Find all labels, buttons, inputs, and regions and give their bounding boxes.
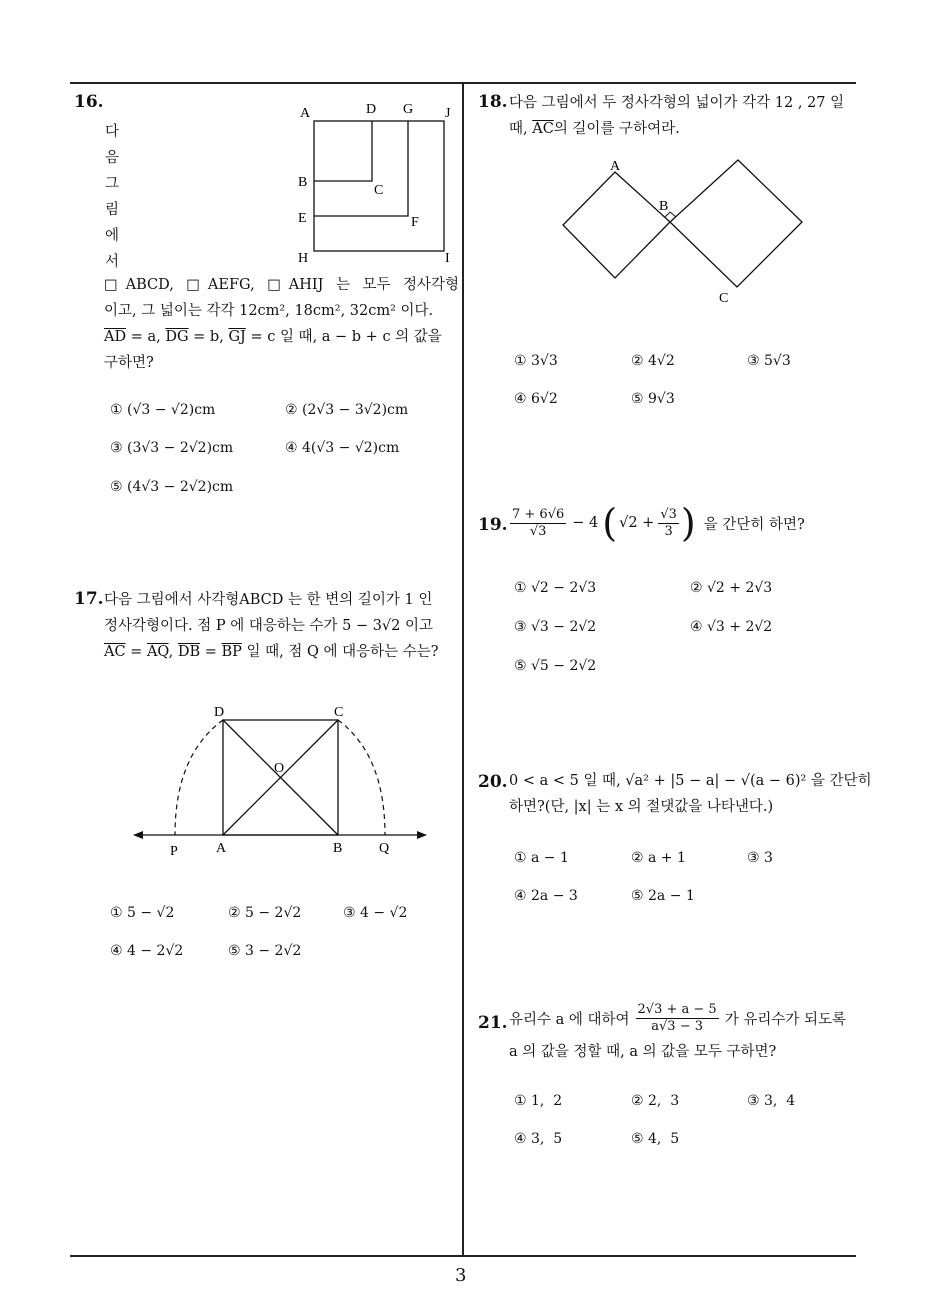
q16-label-g: G xyxy=(403,102,414,117)
q17-line1: 다음 그림에서 사각형ABCD 는 한 변의 길이가 1 인 xyxy=(104,592,433,608)
q18-label-b: B xyxy=(659,199,669,214)
q18-text: 의 길이를 구하여라. xyxy=(553,121,680,137)
q16-line3 xyxy=(104,324,459,350)
q18-line2 xyxy=(509,116,859,142)
q16-label-e: E xyxy=(298,211,307,226)
q16-label-a: A xyxy=(300,106,311,121)
q20-line2: 하면?(단, |x| 는 x 의 절댓값을 나타낸다.) xyxy=(509,799,774,815)
q16-line4: 구하면? xyxy=(104,355,154,371)
q16-label-c: C xyxy=(374,183,384,198)
q16-label-i: I xyxy=(445,251,450,266)
q17-label-d: D xyxy=(214,705,225,720)
q16-label-j: J xyxy=(445,106,451,121)
q16-label-d: D xyxy=(366,102,377,117)
q19-choice-2[interactable]: ② √2 + 2√3 xyxy=(690,580,773,596)
q16-vchar: 에 xyxy=(105,228,120,244)
q21-choice-5[interactable]: ⑤ 4, 5 xyxy=(631,1131,680,1147)
q17-choice-1[interactable]: ① 5 − √2 xyxy=(110,905,175,921)
q16-line2: 이고, 그 넓이는 각각 12cm², 18cm², 32cm² 이다. xyxy=(104,303,434,319)
q17-text: = xyxy=(200,644,222,660)
q16-text: = a, xyxy=(126,329,166,345)
q18-squares-diagram xyxy=(555,150,815,310)
q18-label-c: C xyxy=(719,291,729,306)
q16-choice-3[interactable]: ③ (3√3 − 2√2)cm xyxy=(110,440,234,456)
q16-square-diagram xyxy=(290,95,460,270)
q17-label-c: C xyxy=(334,705,344,720)
q16-label-b: B xyxy=(298,175,308,190)
q18-label-a: A xyxy=(610,159,621,174)
q16-vchar: 다 xyxy=(105,124,120,140)
q17-label-a: A xyxy=(216,841,227,856)
q17-seg-db: $\overline{DB}$ xyxy=(177,644,201,660)
q16-seg-ad: $\overline{AD}$ xyxy=(104,329,127,345)
q21-post: 가 유리수가 되도록 xyxy=(724,1012,846,1028)
q17-seg-aq: $\overline{AQ}$ xyxy=(146,644,169,660)
column-divider xyxy=(462,82,464,1256)
q16-line1: □ABCD, □AEFG, □AHIJ 는 모두 정사각형 xyxy=(104,277,459,293)
q21-line2: a 의 값을 정할 때, a 의 값을 모두 구하면? xyxy=(509,1044,777,1060)
q16-text: = c 일 때, a − b + c 의 값을 xyxy=(245,329,442,345)
q17-choice-5[interactable]: ⑤ 3 − 2√2 xyxy=(228,943,302,959)
q16-vchar: 림 xyxy=(105,202,120,218)
q21-number: 21. xyxy=(478,1013,508,1033)
q16-label-h: H xyxy=(298,251,309,266)
q19-paren-left: ( xyxy=(602,501,618,545)
q16-vchar: 서 xyxy=(105,254,120,270)
q16-label-f: F xyxy=(411,215,419,230)
q20-choice-4[interactable]: ④ 2a − 3 xyxy=(514,888,578,904)
q16-choice-5[interactable]: ⑤ (4√3 − 2√2)cm xyxy=(110,479,234,495)
q16-choice-1[interactable]: ① (√3 − √2)cm xyxy=(110,402,216,418)
q21-line1 xyxy=(509,1002,846,1035)
q19-frac1-num: 7 + 6√6 xyxy=(512,506,565,522)
q20-choice-2[interactable]: ② a + 1 xyxy=(631,850,686,866)
q17-label-b: B xyxy=(333,841,343,856)
q20-choice-5[interactable]: ⑤ 2a − 1 xyxy=(631,888,695,904)
q17-body xyxy=(104,587,459,665)
q17-label-p: P xyxy=(170,844,178,859)
q17-line2: 정사각형이다. 점 P 에 대응하는 수가 5 − 3√2 이고 xyxy=(104,618,434,634)
q21-choice-1[interactable]: ① 1, 2 xyxy=(514,1093,563,1109)
q18-body xyxy=(509,90,859,142)
q16-vchar: 음 xyxy=(105,150,120,166)
q21-frac-num: 2√3 + a − 5 xyxy=(637,1002,717,1017)
q18-number: 18. xyxy=(478,92,508,112)
q17-label-q: Q xyxy=(379,841,390,856)
page-number: 3 xyxy=(455,1265,467,1286)
q20-choice-3[interactable]: ③ 3 xyxy=(747,850,773,866)
q18-line1: 다음 그림에서 두 정사각형의 넓이가 각각 12 , 27 일 xyxy=(509,95,845,111)
q18-choice-5[interactable]: ⑤ 9√3 xyxy=(631,391,675,407)
q17-number: 17. xyxy=(74,589,104,609)
q19-minus4: − 4 xyxy=(572,515,599,531)
q19-expression xyxy=(508,501,805,545)
q18-text: 때, xyxy=(509,121,533,137)
q17-choice-2[interactable]: ② 5 − 2√2 xyxy=(228,905,302,921)
q16-vchar: 그 xyxy=(105,176,120,192)
q19-frac1-den: √3 xyxy=(529,523,547,539)
q16-choice-2[interactable]: ② (2√3 − 3√2)cm xyxy=(285,402,409,418)
q21-pre: 유리수 a 에 대하여 xyxy=(509,1012,630,1028)
q19-fraction-2 xyxy=(658,507,679,540)
q18-choice-1[interactable]: ① 3√3 xyxy=(514,353,558,369)
q17-seg-ac: $\overline{AC}$ xyxy=(104,644,126,660)
q16-seg-gj: $\overline{GJ}$ xyxy=(228,329,246,345)
q17-line3 xyxy=(104,639,459,665)
q19-frac2-num: √3 xyxy=(660,506,677,522)
q19-choice-5[interactable]: ⑤ √5 − 2√2 xyxy=(514,658,597,674)
q16-text: = b, xyxy=(188,329,229,345)
q20-choice-1[interactable]: ① a − 1 xyxy=(514,850,569,866)
q19-number: 19. xyxy=(478,515,508,535)
q19-tail: 을 간단히 하면? xyxy=(703,516,805,533)
q17-numberline-diagram xyxy=(130,700,430,860)
q16-body xyxy=(104,272,459,376)
q19-frac2-den: 3 xyxy=(664,523,673,539)
q19-choice-1[interactable]: ① √2 − 2√3 xyxy=(514,580,597,596)
q19-choice-4[interactable]: ④ √3 + 2√2 xyxy=(690,619,773,635)
q16-number: 16. xyxy=(74,92,104,112)
q21-choice-4[interactable]: ④ 3, 5 xyxy=(514,1131,563,1147)
q20-number: 20. xyxy=(478,772,508,792)
q20-line1: 0 < a < 5 일 때, √a² + |5 − a| − √(a − 6)² 을 간단히 xyxy=(509,773,872,789)
q19-paren-right: ) xyxy=(680,501,696,545)
q18-choice-3[interactable]: ③ 5√3 xyxy=(747,353,791,369)
q17-text: 일 때, 점 Q 에 대응하는 수는? xyxy=(241,644,439,660)
q19-inner: √2 + xyxy=(619,515,655,531)
q17-text: = xyxy=(125,644,147,660)
q17-choice-4[interactable]: ④ 4 − 2√2 xyxy=(110,943,184,959)
q16-seg-dg: $\overline{DG}$ xyxy=(165,329,189,345)
q19-fraction-1 xyxy=(510,507,566,540)
q18-choice-2[interactable]: ② 4√2 xyxy=(631,353,675,369)
q17-choice-3[interactable]: ③ 4 − √2 xyxy=(343,905,408,921)
q16-choice-4[interactable]: ④ 4(√3 − √2)cm xyxy=(285,440,400,456)
q17-text: , xyxy=(168,644,178,660)
q18-choice-4[interactable]: ④ 6√2 xyxy=(514,391,558,407)
q21-choice-2[interactable]: ② 2, 3 xyxy=(631,1093,680,1109)
q18-seg-ac: $\overline{AC}$ xyxy=(532,121,554,137)
q17-label-o: O xyxy=(274,761,285,776)
q20-body xyxy=(509,768,872,820)
q17-seg-bp: $\overline{BP}$ xyxy=(221,644,242,660)
q21-fraction xyxy=(636,1002,719,1035)
q21-frac-den: a√3 − 3 xyxy=(651,1019,703,1034)
q19-choice-3[interactable]: ③ √3 − 2√2 xyxy=(514,619,597,635)
q21-choice-3[interactable]: ③ 3, 4 xyxy=(747,1093,796,1109)
